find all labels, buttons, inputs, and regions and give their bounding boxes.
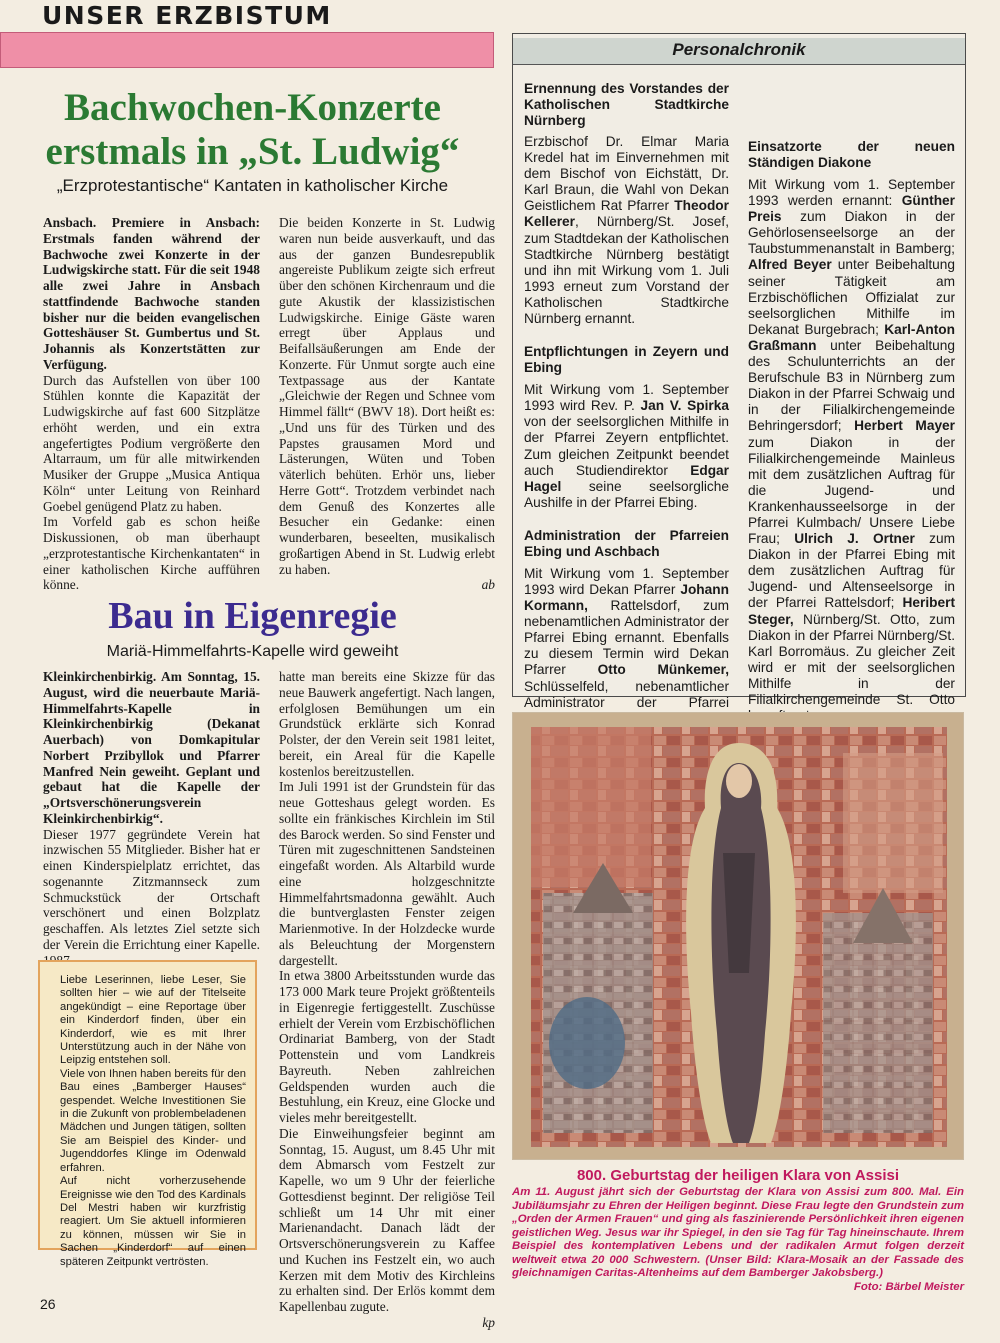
mosaic-image: [513, 713, 964, 1160]
article2-lead: Kleinkirchenbirkig. Am Sonntag, 15. August, wird die neuerbaute Mariä-Himmelfahrts-Kapelle in Kleinkirchenbirkig (Dekanat Auerbach) von Domkapitular Norbert Przibyllok und Pfarrer Manfred Nein geweiht. Geplant und gebaut hat die Kapelle der „Ortsverschönerungsverein Kleinkirchenbirkig“.: [43, 669, 260, 826]
article2-paragraph: Im Juli 1991 ist der Grundstein für das neue Gotteshaus gelegt worden. Es sollte ein fränkisches Kirchlein im Stil des Barock werden. So sind Fenster und Türen mit zugeschnittenen Sandsteinen eingefaßt worden. Als Altarbild wurde eine holzgeschnitzte Himmelfahrtsmadonna gewählt. Auch die buntverglasten Fenster zeigen Marienmotive. In der Holzdecke wurde als Beleuchtung der Morgenstern dargestellt.: [279, 779, 495, 968]
pc-section-text: Mit Wirkung vom 1. September 1993 werden ernannt: Günther Preis zum Diakon in der Gehörlosenseelsorge an der Taubstummenanstalt in Bamberg; Alfred Beyer unter Beibehaltung seiner Tätigkeit am Erzbischöflichen Offizialat zur seelsorglichen Mithilfe im Dekanat Burgebrach; Karl-Anton Graßmann unter Beibehaltung des Schulunterrichts an der Berufschule B3 in Nürnberg zum Diakon in der Pfarrei Schwaig und in der Filialkirchengemeinde Behringersdorf; Herbert Mayer zum Diakon in der Filialkirchengemeinde Mainleus mit dem zusätzlichen Auftrag für die Jugend- und Krankenhausseelsorge in der Pfarrei Kulmbach/ Unsere Liebe Frau; Ulrich J. Ortner zum Diakon in der Pfarrei Ebing mit dem zusätzlichen Auftrag für Jugend- und Altenseelsorge in der Pfarrei Rattelsdorf; Heribert Steger, Nürnberg/St. Otto, zum Diakon in der Pfarrei Nürnberg/St. Karl Borromäus. Zu gleicher Zeit wird er mit der seelsorglichen Mithilfe in der Filialkirchengemeinde St. Otto: [748, 177, 956, 707]
reader-note-paragraph: Viele von Ihnen haben bereits für den Bau eines „Bamberger Hauses“ gespendet. Welche Investitionen Sie in die Zukunft von problembeladenen Mädchen und Jungen tätigen, sollten Sie am Beispiel des Kinder- und Jugenddorfes Klinge im Odenwald erfahren.: [60, 1067, 246, 1174]
article2-signature: kp: [482, 1314, 495, 1330]
article1-paragraph: Durch das Aufstellen von über 100 Stühlen konnte die Kapazität der Ludwigskirche auf fast 600 Sitzplätze erhöht werden, und ein extra angefertigtes Podium vergrößerte den Altarraum, um für alle mitwirkenden Musiker der Gruppe „Musica Antiqua Köln“ unter Leitung von Reinhard Goebel genügend Platz zu haben.: [43, 372, 260, 514]
pc-section-heading: Administration der Pfarreien Ebing und Aschbach: [524, 527, 729, 559]
reader-note-paragraph: Auf nicht vorherzusehende Ereignisse wie den Tod des Kardinals Del Mestri haben wir kurzfristig reagiert. Um Sie aktuell informieren zu können, müssen wir Sie in Sachen „Kinderdorf“ auf einen späteren Zeitpunkt vertrösten.: [60, 1175, 246, 1268]
article2-paragraph: Dieser 1977 gegründete Verein hat inzwischen 55 Mitglieder. Bisher hat er einen Kinderspielplatz errichtet, das sogenannte Zitzmannseck zum Schmuckstück der Ortschaft verschönert und einen Bolzplatz geschaffen. Als letztes Ziel setzte sich der Verein die Errichtung einer Kapelle.: [43, 826, 260, 952]
article1-headline: [0, 86, 505, 174]
pc-person-name: Herbert Mayer: [854, 418, 955, 434]
pc-person-name: Theodor Kellerer: [524, 198, 729, 230]
personalchronik-title: Personalchronik: [672, 40, 806, 59]
pc-section-heading: Entpflichtungen in Zeyern und Ebing: [524, 344, 729, 376]
article1-subheadline: „Erzprotestantische“ Kantaten in katholischer Kirche: [56, 176, 449, 195]
pc-person-name: Edgar Hagel: [524, 462, 729, 494]
pc-person-name: Johann Kormann,: [524, 581, 729, 614]
article2-col2: [279, 669, 495, 1331]
photo-caption: [512, 1186, 964, 1294]
personalchronik-col2: [748, 81, 955, 740]
pc-section-text: Mit Wirkung vom 1. September 1993 wird Dekan Pfarrer Johann Kormann, Rattelsdorf, zum nebenamtlichen Administrator der Pfarrei Ebing ernannt. Ebenfalls zu diesem Termin wird Dekan Pfarrer Otto Münkemer, Schlüsselfeld, nebenamtlicher Administrator der Pfarrei: [524, 565, 730, 710]
photo-credit: Foto: Bärbel Meister: [853, 1280, 964, 1293]
pc-section-text: Erzbischof Dr. Elmar Maria Kredel hat im Einvernehmen mit dem Bischof von Eichstätt, Dr. Karl Braun, die Wahl von Dekan Geistlichem Rat Pfarrer Theodor Kellerer, Nürnberg/St. Josef, zum Stadtdekan der Katholischen Stadtkirche Nürnberg bestätigt und ihn mit Wirkung vom 1. Juli 1993 erneut zum Vorstand der Katholischen Stadtkirche Nürnberg ernannt.: [524, 134, 729, 327]
pc-person-name: Jan V. Spirka: [640, 398, 729, 414]
article1-col2: [279, 215, 495, 593]
klara-mosaic-photo: [512, 712, 964, 1160]
article1-headline-line1: Bachwochen-Konzerte: [64, 86, 441, 129]
reader-note-paragraph: Liebe Leserinnen, liebe Leser, Sie sollten hier – wie auf der Titelseite angekündigt – eine Reportage über ein Kinderdorf finden, über ein Kinderdorf, wie es mit Ihrer Unterstützung auch in der Nähe von Leipzig entstehen soll.: [60, 974, 246, 1067]
article2-headline: Bau in Eigenregie: [108, 595, 397, 637]
pc-section-heading: Einsatzorte der neuen Ständigen Diakone: [748, 139, 955, 170]
article2-paragraph: hatte man bereits eine Skizze für das neue Bauwerk angefertigt. Nach langen, erfolglosen Bemühungen um ein Grundstück erklärte sich Konrad Polster, der den Verein seit 1981 leitet, bereit, ein Areal für die Kapelle kostenlos bereitzustellen.: [279, 669, 495, 779]
article2-paragraph: Die Einweihungsfeier beginnt am Sonntag, 15. August, um 8.45 Uhr mit dem Abmarsch vom Festzelt zur Kapelle, wo um 9 Uhr der feierliche Gottesdienst beginnt. Der religiöse Teil schließt um 14 Uhr mit einer Marienandacht. Danach lädt der Ortsverschönerungsverein zu Kaffee und Kuchen ins Festzelt ein, wo auch Kerzen mit dem Motiv des Kirchleins zu erhalten sind. Der Erlös kommt dem Kapellenbau zugute.: [279, 1125, 495, 1314]
page-number: 26: [40, 1296, 56, 1312]
article2-paragraph: In etwa 3800 Arbeitsstunden wurde das 173 000 Mark teure Projekt größtenteils in Eigenregie fertiggestellt. Zuschüsse erhielt der Verein vom Erzbischöflichen Ordinariat Bamberg, von der Stadt Pottenstein und vom Landkreis Bayreuth. Neben zahlreichen Geldspenden wurden auch die Bestuhlung, ein Kreuz, eine Glocke und vieles mehr bereitgestellt.: [279, 968, 495, 1125]
pc-person-name: Alfred Beyer: [748, 257, 832, 273]
personalchronik-col1: [524, 81, 729, 727]
article1-paragraph: Im Vorfeld gab es schon heiße Diskussionen, ob man überhaupt „erzprotestantische Kirchenkantaten“ in einer katholischen Kirche aufführen könne.: [43, 514, 260, 593]
article1-paragraph: Die beiden Konzerte in St. Ludwig waren nun beide ausverkauft, und das aus der ganzen Bundesrepublik angereiste Publikum zeigte sich erfreut über den schönen Kirchenraum und die gute Akustik der klassizistischen Ludwigskirche. Einige Gäste waren erregt über Applaus und Beifallsäußerungen am Ende der Konzerte. Für Unmut sorgte auch eine Textpassage aus der Kantate „Gleichwie der Regen und Schnee vom Himmel fällt“ (BWV 18). Dort heißt es: „Und uns für des Türken und des Papstes grausamen Mord und Lästerungen, Wüten und Toben väterlich behüten. Erhör uns, lieber Herre Gott“. Trotzdem verbindet nach dem Genuß des Konzertes alle Besucher ein Gedanke: einen wunderbaren, beseelten, musikalisch großartigen Abend in St. Ludwig erlebt zu haben.: [279, 215, 495, 577]
reader-note-box: [38, 960, 257, 1268]
pc-person-name: Heribert Steger,: [748, 595, 955, 627]
section-banner: [0, 32, 494, 68]
section-banner-title: UNSER ERZBISTUM: [42, 1, 332, 30]
article1-lead: Ansbach. Premiere in Ansbach: Erstmals fanden während der Bachwoche zwei Konzerte in der Ludwigskirche statt. Für die seit 1948 alle zwei Jahre in Ansbach stattfindende Bachwoche standen bisher nur die beiden evangelischen Gotteshäuser St. Gumbertus und St. Johannis als Konzertstätten zur Verfügung.: [43, 215, 260, 372]
article1-signature: ab: [481, 577, 495, 593]
pc-person-name: Günther Preis: [748, 193, 955, 225]
pc-person-name: Ulrich J. Ortner: [794, 531, 915, 547]
article1-headline-line2: erstmals in „St. Ludwig“: [45, 130, 460, 173]
article1-col1: [43, 215, 260, 593]
pc-person-name: Otto Münkemer,: [597, 662, 730, 678]
pc-section-text: Mit Wirkung vom 1. September 1993 wird Rev. P. Jan V. Spirka von der seelsorglichen Mithilfe in der Pfarrei Zeyern entpflichtet. Zum gleichen Zeitpunkt beendet auch Studiendirektor Edgar Hagel seine seelsorgliche Aushilfe in der Pfarrei Ebing.: [524, 382, 729, 510]
pc-section-heading: Ernennung des Vorstandes der Katholischen Stadtkirche Nürnberg: [524, 81, 729, 128]
article2-subheadline: Mariä-Himmelfahrts-Kapelle wird geweiht: [106, 643, 399, 660]
photo-caption-text: Am 11. August jährt sich der Geburtstag der Klara von Assisi zum 800. Mal. Ein Jubiläumsjahr zu Ehren der Heiligen beginnt. Diese Frau legte den Grundstein zum „Orden der Armen Frauen“ und ging als faszinierende Persönlichkeit ihren eigenen geistlichen Weg. Jesus war ihr Spiegel, in den sie Tag für Tag hineinschaute. Ihrem Beispiel des kontemplativen Lebens und der radikalen Armut folgen derzeit weltweit etwa 20 000 Schwestern. (Unser Bild: Klara-Mosaik an der Fassade des gleichnamigen Caritas-Altenheims auf dem Bamberger Jakobsberg.): [512, 1186, 964, 1279]
article2-col1: [43, 669, 260, 968]
photo-caption-title: 800. Geburtstag der heiligen Klara von Assisi: [576, 1167, 900, 1184]
pc-person-name: Karl-Anton Graßmann: [748, 321, 955, 353]
